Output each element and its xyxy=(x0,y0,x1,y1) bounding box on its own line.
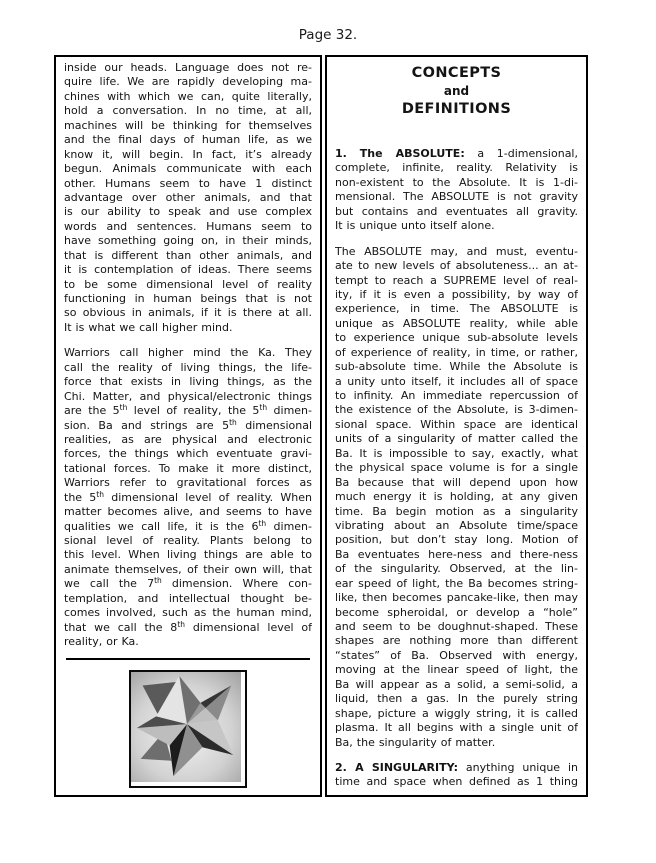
text-line: inside our heads. Language does not re- xyxy=(64,61,312,74)
text-line: reality, or Ka. xyxy=(64,635,139,649)
text-line: Ba because that will depend upon how xyxy=(335,475,578,489)
text-line: comes involved, such as the human mind, xyxy=(64,606,312,620)
text-line: the existence of the Absolute, is 3-dimen- xyxy=(335,403,578,417)
paragraph xyxy=(335,245,578,750)
text-line: Ba. It is impossible to say, exactly, what xyxy=(335,446,578,460)
paragraph xyxy=(335,147,578,234)
text-line: other. Humans seem to have 1 distinct xyxy=(64,176,312,190)
header-line-concepts: CONCEPTS xyxy=(411,65,502,81)
text-line: Ba will appear as a solid, a semi-solid, a xyxy=(335,677,578,691)
text-line: call the reality of living things, the life- xyxy=(64,360,312,374)
text-line: 2. A SINGULARITY: anything unique in xyxy=(335,760,578,774)
stellated-octahedron-figure xyxy=(129,670,247,788)
text-line: much energy it is holding, at any given xyxy=(335,490,578,504)
text-line: we call the 7th dimension. Where con- xyxy=(64,577,312,591)
text-line: sional level of reality. Plants belong to xyxy=(64,534,312,547)
text-line: hold a conversation. In no time, at all, xyxy=(64,104,312,118)
text-line: templation, and intellectual thought be- xyxy=(64,591,312,605)
text-line: and seem to be doughnut-shaped. These xyxy=(335,620,578,633)
text-line: time. Ba begin motion as a singularity xyxy=(335,504,578,518)
text-line: force that exists in living things, as the xyxy=(64,375,312,389)
text-line: The ABSOLUTE may, and must, eventu- xyxy=(335,244,578,258)
text-line: to be some dimensional level of reality xyxy=(64,277,312,291)
header-line-definitions: DEFINITIONS xyxy=(401,101,512,117)
text-line: to experience unique sub-absolute levels xyxy=(335,331,578,345)
text-line: but contains and eventuates all gravity. xyxy=(335,204,578,218)
text-line: and the final days of human life, as we xyxy=(64,133,312,147)
text-line: unique as ABSOLUTE reality, while able xyxy=(335,316,578,330)
text-line: ear speed of light, the Ba becomes string- xyxy=(335,576,578,590)
text-line: plasma. It all begins with a single unit of xyxy=(335,721,578,735)
text-line: sion. Ba and strings are 5th dimensional xyxy=(64,418,312,432)
text-line: It is what we call higher mind. xyxy=(64,320,233,334)
text-line: qualities we call life, it is the 6th dimen- xyxy=(64,519,312,533)
page-number: Page 32. xyxy=(298,27,358,43)
text-line: a unity unto itself, it includes all of space xyxy=(335,374,578,388)
text-line: experience, in time. The ABSOLUTE is xyxy=(335,302,578,316)
text-line: quire life. We are rapidly developing ma- xyxy=(64,75,312,89)
text-line: time and space when defined as 1 thing xyxy=(335,775,578,789)
text-line: matter becomes alive, and seems to have xyxy=(64,505,312,519)
text-line: of the singularity. Observed, at the lin- xyxy=(335,562,578,576)
text-line: become spheroidal, or develop a “hole” xyxy=(335,605,578,619)
text-line: it is contemplation of ideas. There seems xyxy=(64,263,312,277)
header-line-and: and xyxy=(443,84,470,98)
text-line: functioning in human beings that is not xyxy=(64,292,312,305)
text-line: begun. Animals communicate with each xyxy=(64,162,312,176)
text-line: tational forces. To make it more distinct, xyxy=(64,461,312,475)
text-line: 1. The ABSOLUTE: a 1-dimensional, xyxy=(335,147,578,160)
left-column-box xyxy=(54,55,322,797)
text-line: vibrating about an Absolute time/space xyxy=(335,518,578,532)
text-line: have something going on, in their minds, xyxy=(64,234,312,248)
text-line: chines with which we can, quite literally, xyxy=(64,89,312,103)
text-line: Chi. Matter, and physical/electronic things xyxy=(64,389,312,403)
text-line: realities, as are physical and electronic xyxy=(64,432,312,446)
text-line: ate to new levels of absoluteness... an at- xyxy=(335,259,578,273)
text-line: that is different than other animals, and xyxy=(64,248,312,262)
text-line: that we call the 8th dimensional level of xyxy=(64,620,312,634)
text-line: forces, the things which eventuate gravi- xyxy=(64,447,312,461)
text-line: It is unique unto itself alone. xyxy=(335,219,495,233)
text-line: non-existent to the Absolute. It is 1-di- xyxy=(335,175,578,189)
text-line: liquid, then a gas. In the purely string xyxy=(335,692,578,706)
text-line: machines will be thinking for themselves xyxy=(64,118,312,132)
text-line: like, then becomes pancake-like, then may xyxy=(335,591,578,605)
text-line: sional space. Within space are identical xyxy=(335,417,578,431)
text-line: is our ability to speak and use complex xyxy=(64,205,312,219)
text-line: of experience of reality, in time, or rather, xyxy=(335,345,578,359)
definitions-header xyxy=(335,64,578,119)
text-line: ity, if it is even a possibility, by way of xyxy=(335,287,578,301)
text-line: sub-absolute time. While the Absolute is xyxy=(335,360,578,374)
text-line: this level. When living things are able to xyxy=(64,548,312,562)
text-line: moving at the linear speed of light, the xyxy=(335,663,578,677)
paragraph xyxy=(335,761,578,790)
text-line: the physical space volume is for a single xyxy=(335,461,578,475)
stellated-octahedron-image xyxy=(131,672,241,782)
text-line: Warriors refer to gravitational forces as xyxy=(64,476,312,490)
text-line: advantage over other animals, and that xyxy=(64,190,312,204)
text-line: so obvious in animals, if it is there at all. xyxy=(64,306,312,320)
text-line: position, but don’t stay long. Motion of xyxy=(335,533,578,547)
text-line: are the 5th level of reality, the 5th dimen- xyxy=(64,404,312,418)
text-line: Ba eventuates here-ness and there-ness xyxy=(335,547,578,561)
text-line: complete, infinite, reality. Relativity is xyxy=(335,161,578,175)
text-line: words and sentences. Humans seem to xyxy=(64,219,312,233)
text-line: units of a singularity of matter called the xyxy=(335,432,578,446)
text-line: to infinity. An immediate repercussion of xyxy=(335,389,578,402)
text-line: shape, picture a wiggly string, it is called xyxy=(335,706,578,720)
left-column-text xyxy=(64,61,312,650)
right-column-text xyxy=(335,147,578,790)
text-line: the 5th dimensional level of reality. When xyxy=(64,490,312,504)
text-line: Warriors call higher mind the Ka. They xyxy=(64,346,312,360)
text-line: Ba, the singularity of matter. xyxy=(335,735,496,749)
section-divider-rule xyxy=(66,658,310,660)
text-line: mensional. The ABSOLUTE is not gravity xyxy=(335,190,578,204)
text-line: tempt to reach a SUPREME level of real- xyxy=(335,273,578,287)
paragraph xyxy=(64,61,312,335)
text-line: shapes are nothing more than different xyxy=(335,634,578,648)
text-line: know it, will begin. In fact, it’s already xyxy=(64,147,312,161)
text-line: “states” of Ba. Observed with energy, xyxy=(335,648,578,662)
text-line: animate themselves, of their own will, that xyxy=(64,562,312,576)
paragraph xyxy=(64,346,312,649)
right-column-box xyxy=(325,55,588,797)
page-body xyxy=(54,55,588,797)
